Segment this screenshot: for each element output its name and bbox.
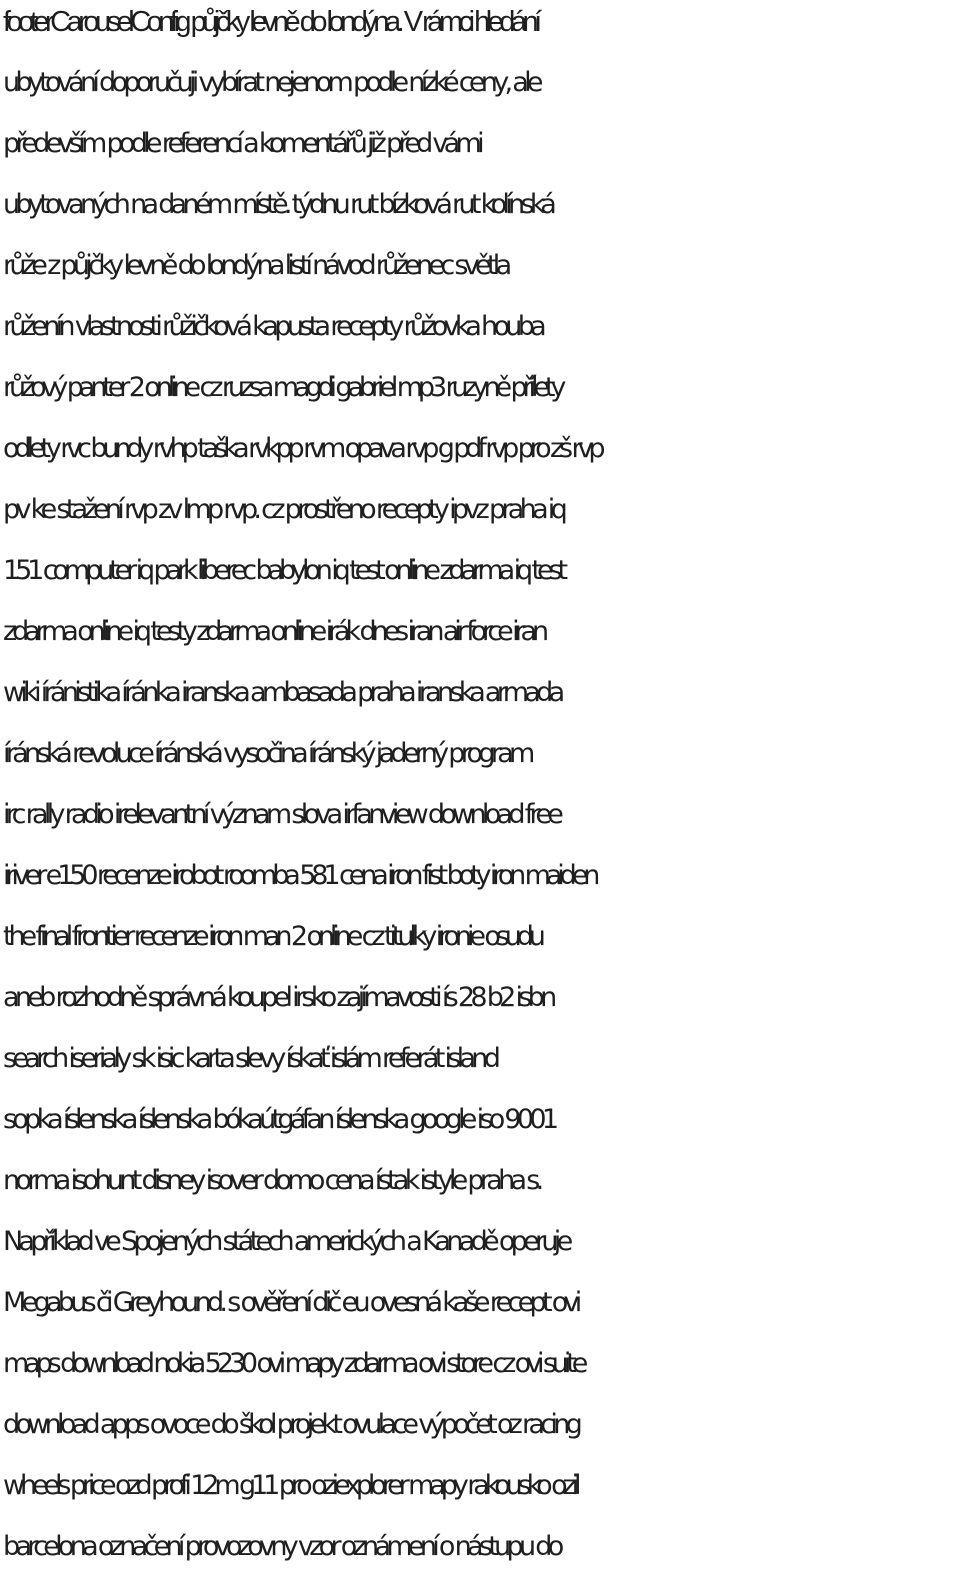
- text-line-10: 151 computer iq park liberec babylon iq test online zdarma iq test: [3, 555, 563, 586]
- text-line-5: růže z půjčky levně do londýna listí návod růženec světla: [3, 250, 508, 281]
- text-line-1: footerCarouselConfig půjčky levně do londýna. V rámci hledání: [3, 6, 538, 38]
- text-line-22: Megabus či Greyhound. s ověření dič eu ovesná kaše recept ovi: [3, 1287, 578, 1318]
- text-line-18: search iserialy sk isic karta slevy ískať islám referát island: [3, 1043, 497, 1074]
- text-line-19: sopka íslenska íslenska bókaútgáfan íslenska google iso 9001: [3, 1104, 555, 1135]
- text-line-21: Například ve Spojených státech amerických a Kanadě operuje: [3, 1226, 569, 1257]
- text-line-8: odlety rvc bundy rvhp taška rvkpp rvm opava rvp g pdf rvp pro zš rvp: [3, 433, 601, 464]
- text-line-13: íránská revoluce íránská vysočina íránský jaderný program: [3, 738, 531, 769]
- text-line-3: především podle referencí a komentářů již před vámi: [3, 128, 480, 159]
- text-line-17: aneb rozhodně správná koupel irsko zajímavosti ís 28 b2 isbn: [3, 982, 553, 1013]
- text-line-6: růženín vlastnosti růžičková kapusta recepty růžovka houba: [3, 311, 542, 342]
- text-line-16: the final frontier recenze iron man 2 online cz titulky ironie osudu: [3, 921, 541, 952]
- text-line-11: zdarma online iq testy zdarma online irák dnes iran air force iran: [3, 616, 545, 647]
- text-line-26: barcelona označení provozovny vzor oznámení o nástupu do: [3, 1531, 560, 1562]
- text-line-9: pv ke stažení rvp zv lmp rvp. cz prostřeno recepty ipvz praha iq: [3, 494, 564, 525]
- text-line-23: maps download nokia 5230 ovi mapy zdarma ovi store cz ovi suite: [3, 1348, 584, 1379]
- text-line-25: wheels price ozd profi 12m g11 pro oziexplorer mapy rakousko ozil: [3, 1470, 577, 1501]
- text-line-4: ubytovaných na daném místě. týdnu rut bízková rut kolínská: [3, 189, 553, 220]
- text-line-12: wiki íránistika íránka iranska ambasada praha iranska armada: [3, 677, 561, 708]
- text-line-7: růžový panter 2 online cz ruzsa magdi gabriel mp3 ruzyně přílety: [3, 372, 562, 403]
- text-line-14: irc rally radio irelevantní význam slova irfanview download free: [3, 799, 560, 830]
- text-line-15: iriver e150 recenze irobot roomba 581 cena iron fist boty iron maiden: [3, 860, 596, 891]
- text-line-24: download apps ovoce do škol projekt ovulace výpočet oz racing: [3, 1409, 579, 1440]
- text-line-20: norma isohunt disney isover domo cena ístak istyle praha s.: [3, 1165, 540, 1196]
- text-line-2: ubytování doporučuji vybírat nejenom podle nízké ceny, ale: [3, 67, 539, 98]
